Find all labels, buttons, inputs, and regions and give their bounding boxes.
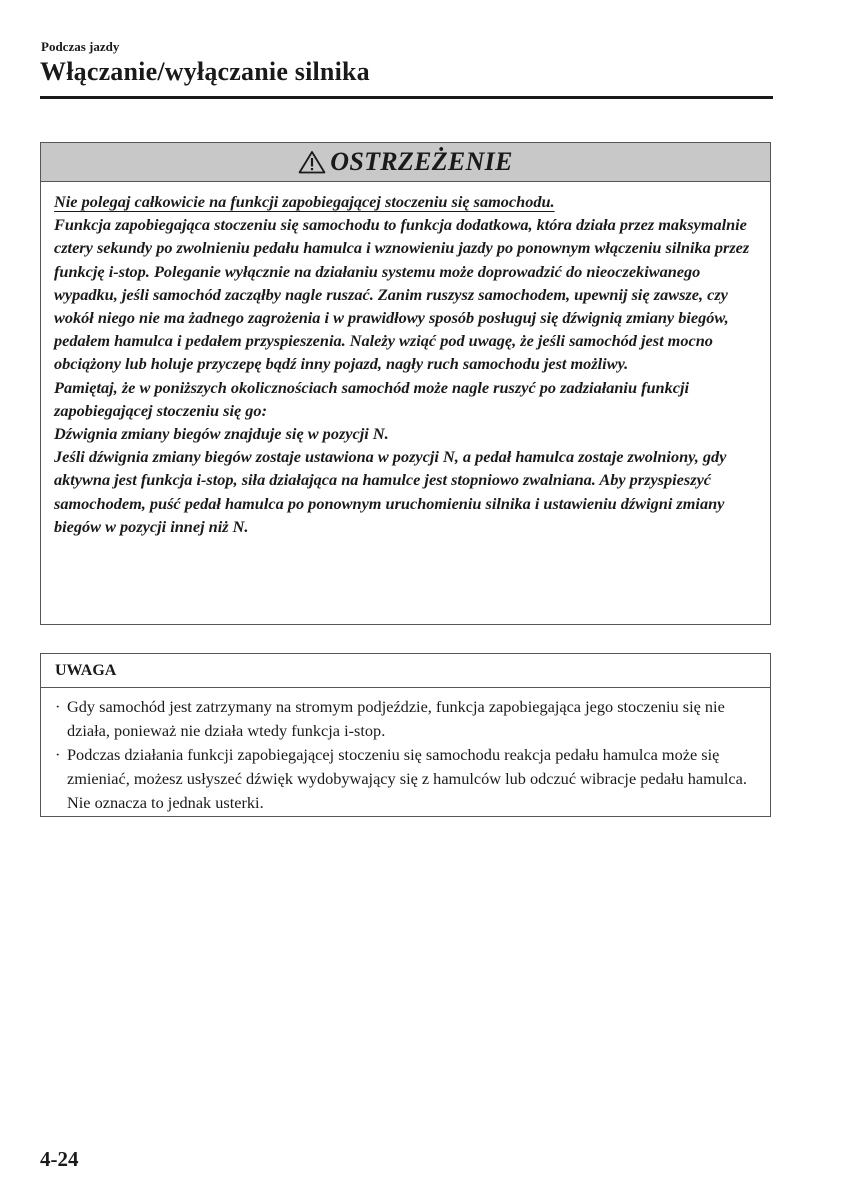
page-number: 4-24 — [40, 1147, 79, 1171]
warning-lead: Nie polegaj całkowicie na funkcji zapobiegającej stoczeniu się samochodu. — [54, 192, 555, 211]
warning-box — [40, 142, 771, 625]
warning-paragraph: Pamiętaj, że w poniższych okolicznościach samochód może nagle ruszyć po zadziałaniu funkcji zapobiegającej stoczeniu się go: — [54, 377, 690, 420]
warning-body — [41, 182, 770, 538]
warning-paragraph: Dźwignia zmiany biegów znajduje się w pozycji N. — [54, 424, 389, 444]
warning-paragraph: Funkcja zapobiegająca stoczeniu się samochodu to funkcja dodatkowa, która działa przez maksymalnie cztery sekundy po zwolnieniu pedału hamulca i wznowieniu jazdy po ponownym włączeniu silnika przez funkcję i-stop. Poleganie wyłącznie na działaniu systemu może doprowadzić do nieoczekiwanego wypadku, jeśli samochód zacząłby nagle ruszać. Zanim ruszysz samochodem, upewnij się zawsze, czy wokół niego nie ma żadnego zagrożenia i w prawidłowy sposób posługuj się dźwignią zmiany biegów, pedałem hamulca i pedałem przyspieszenia. Należy wziąć pod uwagę, że jeśli samochód jest mocno obciążony lub holuje przyczepę bądź inny pojazd, nagły ruch samochodu jest możliwy. — [54, 215, 750, 374]
list-item — [55, 743, 758, 815]
warning-triangle-icon — [298, 150, 326, 174]
list-item — [55, 695, 758, 743]
note-item-text: Gdy samochód jest zatrzymany na stromym podjeździe, funkcja zapobiegająca jego stoczeniu się nie działa, ponieważ nie działa wtedy funkcja i-stop. — [67, 697, 725, 740]
warning-header — [41, 143, 770, 182]
warning-paragraph: Jeśli dźwignia zmiany biegów zostaje ustawiona w pozycji N, a pedał hamulca zostaje zwolniony, gdy aktywna jest funkcja i-stop, siła działająca na hamulce jest stopniowo zwalniana. Aby przyspieszyć samochodem, puść pedał hamulca po ponownym uruchomieniu silnika i ustawieniu dźwigni zmiany biegów w pozycji innej niż N. — [54, 447, 727, 536]
bullet-icon: · — [55, 745, 61, 764]
note-box — [40, 653, 771, 817]
note-item-text: Podczas działania funkcji zapobiegającej stoczeniu się samochodu reakcja pedału hamulca może się zmieniać, możesz usłyszeć dźwięk wydobywający się z hamulców lub odczuć wibracje pedału hamulca. Nie oznacza to jednak usterki. — [67, 745, 747, 812]
page-title: Włączanie/wyłączanie silnika — [40, 57, 370, 86]
note-title: UWAGA — [41, 654, 770, 688]
title-divider — [40, 96, 773, 99]
section-label: Podczas jazdy — [41, 39, 120, 54]
note-list — [41, 688, 770, 815]
bullet-icon: · — [55, 697, 61, 716]
warning-title: OSTRZEŻENIE — [330, 147, 513, 176]
